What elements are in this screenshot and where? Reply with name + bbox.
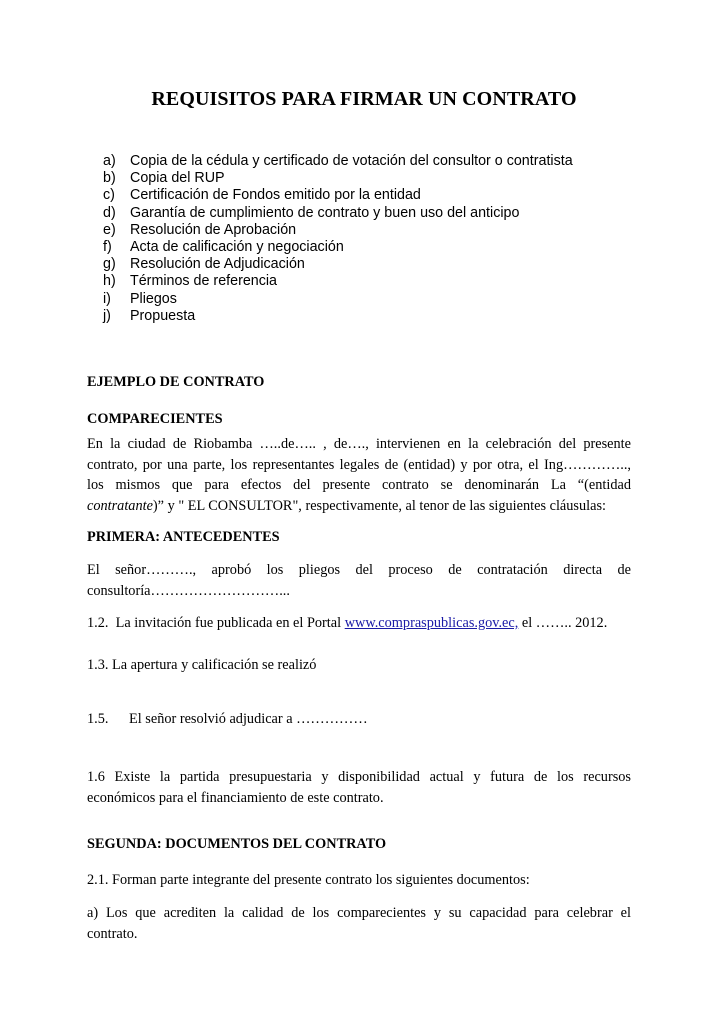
list-item-text: Pliegos [130, 290, 177, 307]
paragraph-line: a) Los que acrediten la calidad de los comparecientes y su capacidad para celebrar el [87, 905, 631, 921]
portal-link[interactable]: www.compraspublicas.gov.ec, [344, 615, 519, 631]
clause-number: 1.5. [87, 711, 109, 727]
paragraph-line: consultoría………………………... [87, 582, 290, 599]
list-item-text: Certificación de Fondos emitido por la entidad [130, 187, 421, 204]
list-marker: c) [103, 187, 115, 204]
paragraph-line [87, 496, 631, 516]
list-marker: a) [103, 153, 116, 169]
list-marker: g) [103, 256, 116, 273]
list-item-text: Resolución de Adjudicación [130, 256, 305, 273]
list-item [103, 187, 663, 204]
list-item-text: Acta de calificación y negociación [130, 238, 344, 255]
list-item-text: Resolución de Aprobación [130, 221, 297, 238]
list-item-text: Garantía de cumplimiento de contrato y buen uso del anticipo [130, 204, 520, 221]
clause-text: La invitación fue publicada en el Portal [115, 615, 345, 631]
list-item [103, 291, 663, 308]
list-item-text: Propuesta [130, 307, 196, 324]
paragraph-line: 1.6 Existe la partida presupuestaria y disponibilidad actual y futura de los recursos [87, 769, 631, 785]
list-item [103, 222, 663, 239]
list-marker: h) [103, 273, 116, 290]
list-marker: b) [103, 170, 116, 187]
clause-text: El señor resolvió adjudicar a …………… [129, 711, 368, 727]
clause-2-1: 2.1. Forman parte integrante del presente contrato los siguientes documentos: [87, 872, 530, 888]
list-item-text: Copia del RUP [130, 170, 225, 187]
requirements-list [103, 153, 663, 325]
document-title: REQUISITOS PARA FIRMAR UN CONTRATO [151, 88, 577, 110]
list-marker: f) [103, 238, 112, 255]
list-item-text: Términos de referencia [130, 273, 278, 290]
paragraph-line: El señor………., aprobó los pliegos del proceso de contratación directa de [87, 562, 631, 578]
list-item [103, 273, 663, 290]
list-marker: j) [103, 307, 111, 324]
clause-1-6 [87, 767, 631, 808]
comparecientes-paragraph [87, 434, 631, 516]
list-marker: i) [103, 290, 111, 307]
list-item [103, 205, 663, 222]
list-item [103, 170, 663, 187]
clause-1-3: 1.3. La apertura y calificación se realizó [87, 657, 317, 673]
clause-number: 1.2. [87, 615, 109, 631]
comparecientes-heading: COMPARECIENTES [87, 411, 223, 427]
italic-term: contratante [87, 497, 153, 514]
list-item [103, 308, 663, 325]
paragraph-line: los mismos que para efectos del presente contrato se denominarán La “(entidad [87, 477, 631, 493]
paragraph-text: )” y " EL CONSULTOR", respectivamente, al tenor de las siguientes cláusulas: [152, 497, 606, 514]
clause-1-2 [87, 613, 631, 633]
list-marker: e) [103, 221, 116, 238]
primera-paragraph-1 [87, 560, 631, 601]
clause-2-1-a [87, 903, 631, 944]
clause-text: el …….. 2012. [518, 615, 608, 631]
paragraph-line: En la ciudad de Riobamba …..de….. , de…., intervienen en la celebración del presente [87, 436, 631, 452]
paragraph-line: contrato, por una parte, los representantes legales de (entidad) y por otra, el Ing………….., [87, 456, 631, 473]
list-item [103, 239, 663, 256]
paragraph-line: económicos para el financiamiento de este contrato. [87, 789, 384, 806]
paragraph-line: contrato. [87, 925, 138, 942]
example-heading: EJEMPLO DE CONTRATO [87, 374, 265, 390]
list-item [103, 256, 663, 273]
list-item-text: Copia de la cédula y certificado de votación del consultor o contratista [130, 153, 573, 169]
clause-1-5 [87, 709, 631, 729]
list-marker: d) [103, 204, 116, 221]
list-item [103, 153, 663, 170]
segunda-heading: SEGUNDA: DOCUMENTOS DEL CONTRATO [87, 836, 387, 852]
primera-heading: PRIMERA: ANTECEDENTES [87, 529, 280, 545]
